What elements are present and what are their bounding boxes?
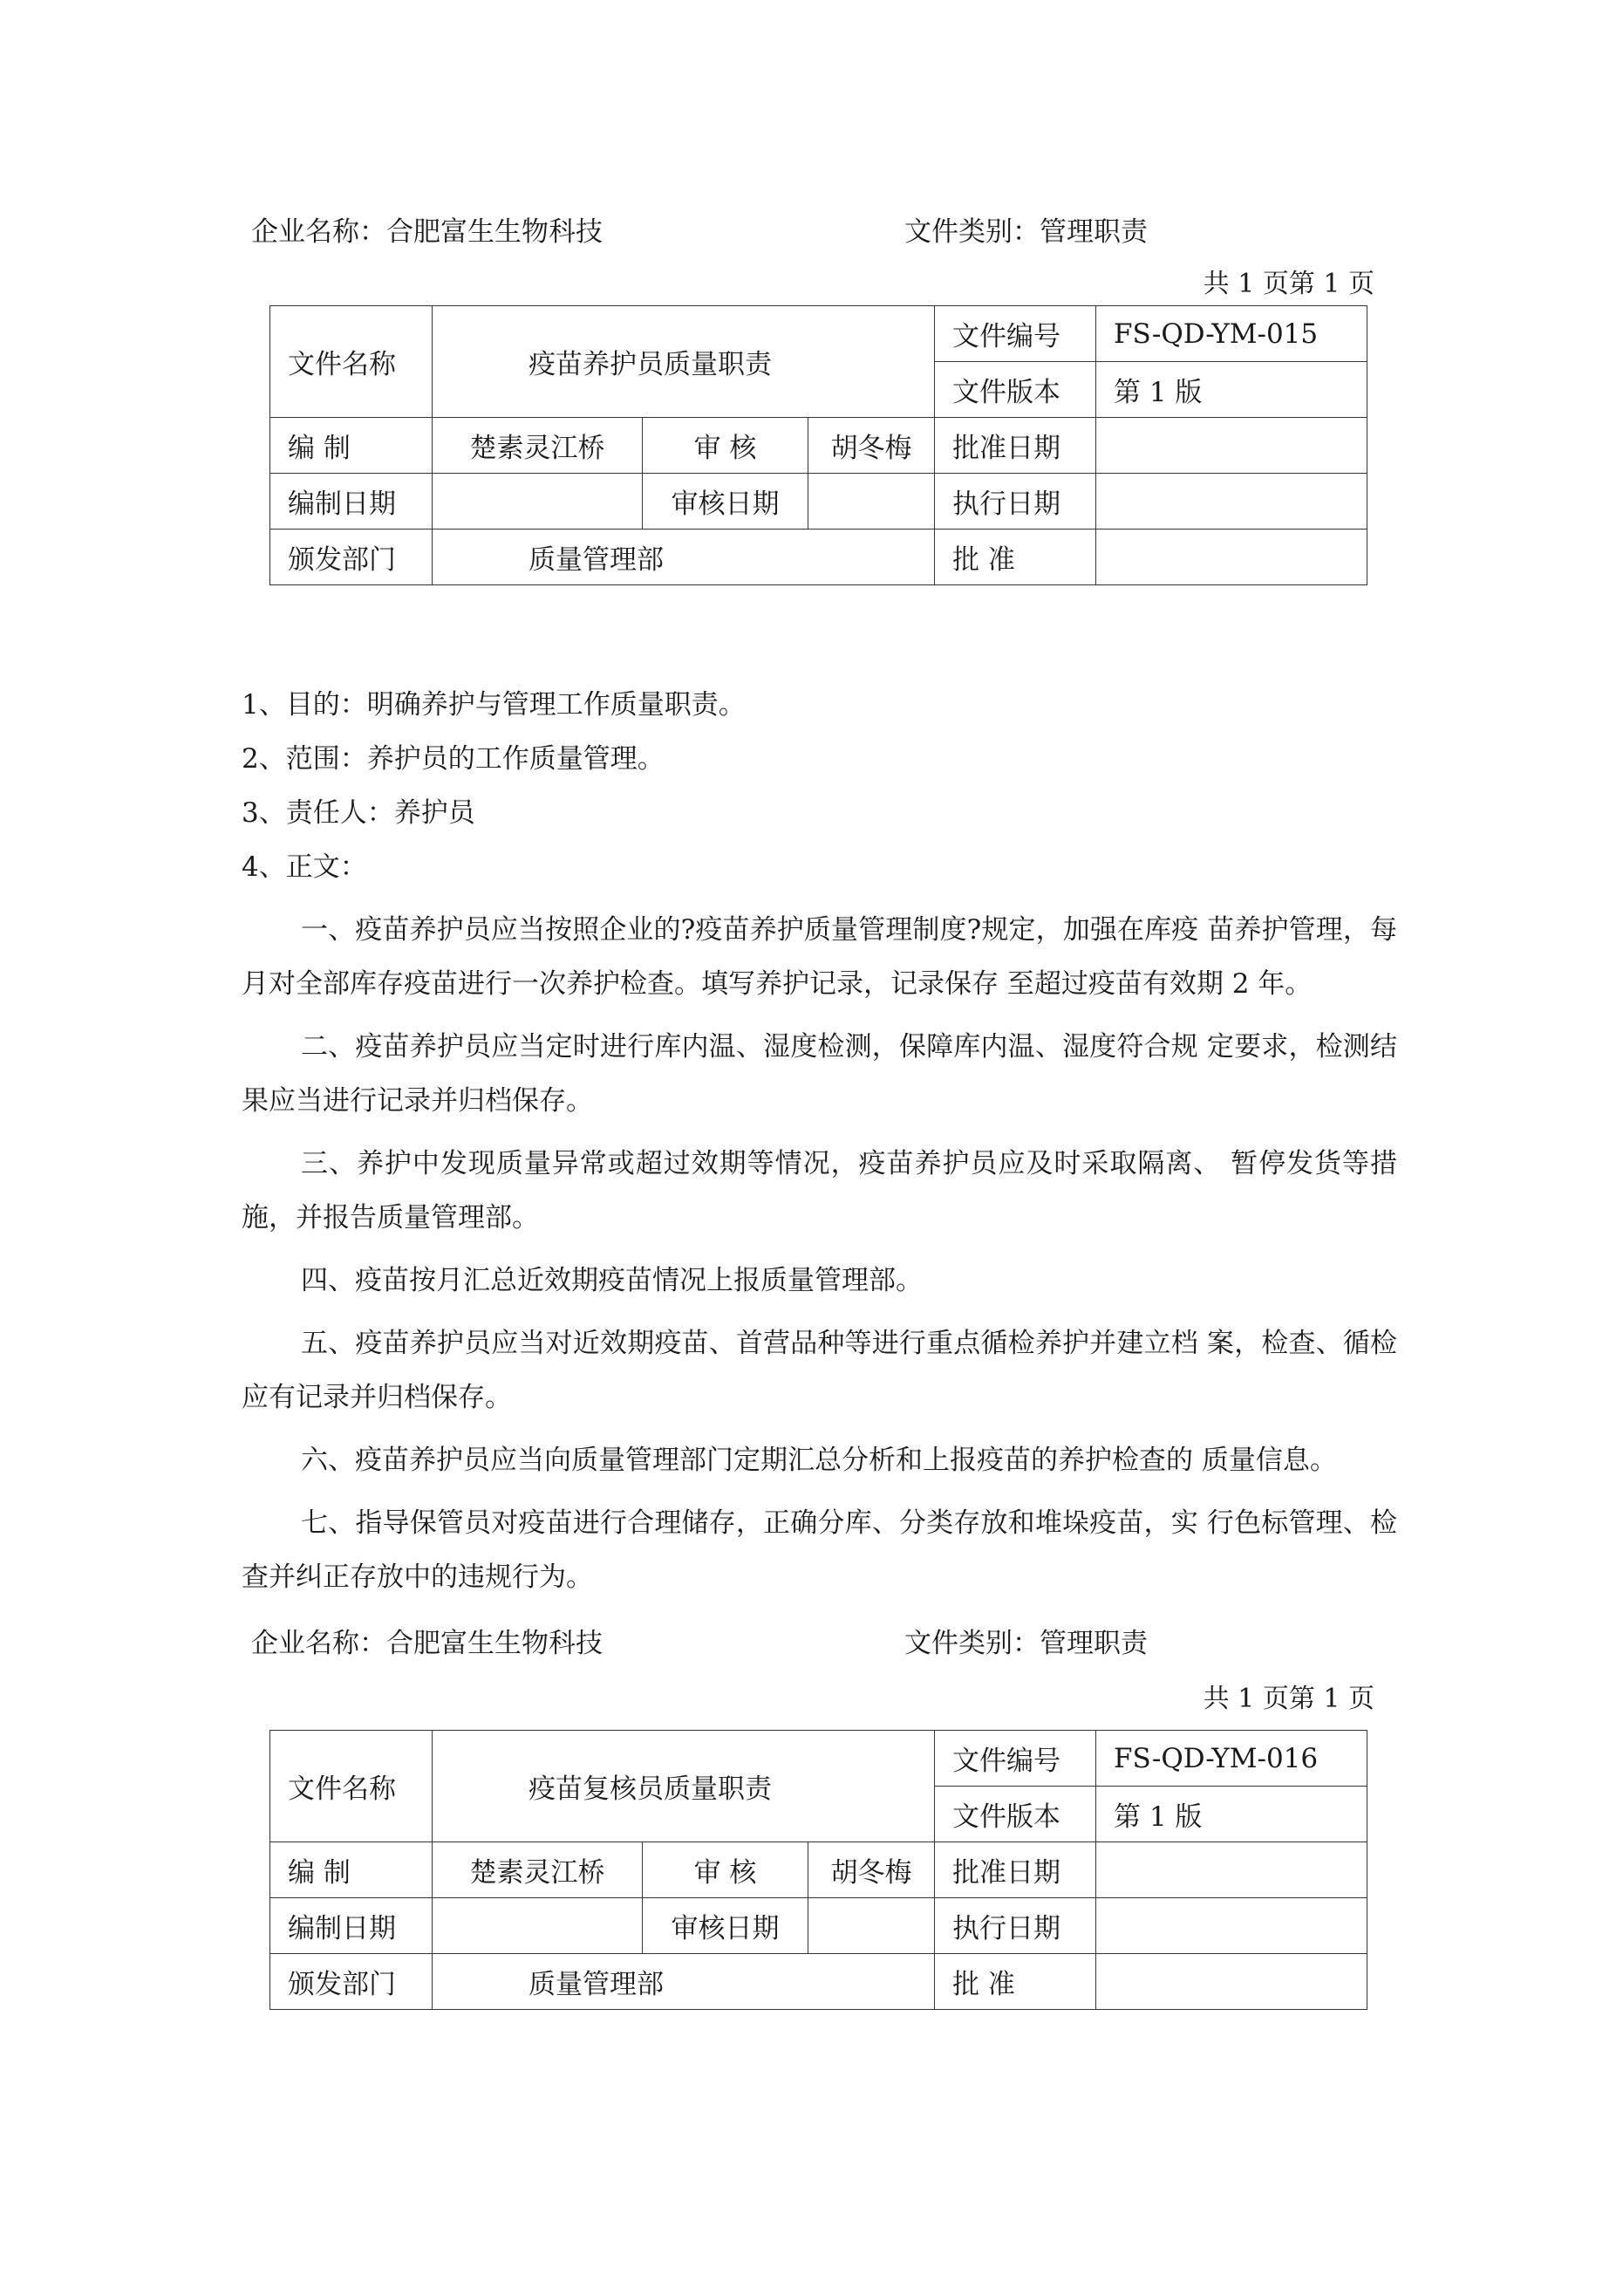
file-number-value: FS-QD-YM-015 (1096, 306, 1367, 362)
approval-date-label: 批准日期 (935, 418, 1096, 474)
approval-label: 批 准 (935, 530, 1096, 585)
approval-date-label: 批准日期 (935, 1842, 1096, 1898)
author-value: 楚素灵江桥 (433, 418, 643, 474)
body-paragraph: 二、疫苗养护员应当定时进行库内温、湿度检测，保障库内温、湿度符合规 定要求，检测结果应当进行记录并归档保存。 (242, 1031, 1397, 1117)
file-number-label: 文件编号 (935, 1731, 1096, 1787)
issuing-dept-label: 颁发部门 (270, 1954, 433, 2010)
execution-date-label: 执行日期 (935, 1898, 1096, 1954)
body-heading-item: 4、正文： (242, 851, 367, 883)
author-value: 楚素灵江桥 (433, 1842, 643, 1898)
document-body (242, 678, 1397, 1604)
document-category: 文件类别：管理职责 (904, 1628, 1148, 1659)
file-version-value: 第 1 版 (1096, 362, 1367, 418)
review-date-value (808, 1898, 935, 1954)
execution-date-value (1096, 1898, 1367, 1954)
author-date-value (433, 474, 643, 530)
reviewer-label: 审 核 (643, 1842, 808, 1898)
responsible-item: 3、责任人：养护员 (242, 797, 475, 829)
company-name: 企业名称：合肥富生生物科技 (251, 216, 603, 248)
file-name-label: 文件名称 (270, 1731, 433, 1842)
file-version-value: 第 1 版 (1096, 1787, 1367, 1842)
approval-date-value (1096, 1842, 1367, 1898)
body-paragraph: 一、疫苗养护员应当按照企业的?疫苗养护质量管理制度?规定，加强在库疫 苗养护管理，每月对全部库存疫苗进行一次养护检查。填写养护记录，记录保存 至超过疫苗有效期 2 年。 (242, 914, 1397, 1000)
scope-item: 2、范围：养护员的工作质量管理。 (242, 743, 665, 775)
reviewer-value: 胡冬梅 (808, 418, 935, 474)
body-paragraph: 三、养护中发现质量异常或超过效期等情况，疫苗养护员应及时采取隔离、 暂停发货等措施，并报告质量管理部。 (242, 1148, 1397, 1233)
page-count: 共 1 页第 1 页 (1203, 269, 1374, 299)
approval-value (1096, 1954, 1367, 2010)
review-date-label: 审核日期 (643, 1898, 808, 1954)
author-label: 编 制 (270, 418, 433, 474)
file-name-label: 文件名称 (270, 306, 433, 418)
file-version-label: 文件版本 (935, 1787, 1096, 1842)
reviewer-value: 胡冬梅 (808, 1842, 935, 1898)
approval-value (1096, 530, 1367, 585)
approval-label: 批 准 (935, 1954, 1096, 2010)
file-number-value: FS-QD-YM-016 (1096, 1731, 1367, 1787)
file-name-value: 疫苗养护员质量职责 (433, 306, 935, 418)
page-count: 共 1 页第 1 页 (1203, 1684, 1374, 1714)
author-label: 编 制 (270, 1842, 433, 1898)
review-date-value (808, 474, 935, 530)
document-info-table (269, 305, 1367, 585)
reviewer-label: 审 核 (643, 418, 808, 474)
author-date-label: 编制日期 (270, 474, 433, 530)
review-date-label: 审核日期 (643, 474, 808, 530)
file-number-label: 文件编号 (935, 306, 1096, 362)
document-category: 文件类别：管理职责 (904, 216, 1148, 248)
body-paragraph: 五、疫苗养护员应当对近效期疫苗、首营品种等进行重点循检养护并建立档 案，检查、循检应有记录并归档保存。 (242, 1328, 1397, 1413)
execution-date-value (1096, 474, 1367, 530)
file-version-label: 文件版本 (935, 362, 1096, 418)
purpose-item: 1、目的：明确养护与管理工作质量职责。 (242, 689, 746, 721)
company-name: 企业名称：合肥富生生物科技 (251, 1628, 603, 1659)
issuing-dept-value: 质量管理部 (433, 1954, 935, 2010)
issuing-dept-value: 质量管理部 (433, 530, 935, 585)
document-info-table (269, 1730, 1367, 2010)
execution-date-label: 执行日期 (935, 474, 1096, 530)
author-date-label: 编制日期 (270, 1898, 433, 1954)
body-paragraph: 四、疫苗按月汇总近效期疫苗情况上报质量管理部。 (301, 1265, 923, 1296)
file-name-value: 疫苗复核员质量职责 (433, 1731, 935, 1842)
body-paragraph: 七、指导保管员对疫苗进行合理储存，正确分库、分类存放和堆垛疫苗，实 行色标管理、检查并纠正存放中的违规行为。 (242, 1507, 1397, 1593)
author-date-value (433, 1898, 643, 1954)
issuing-dept-label: 颁发部门 (270, 530, 433, 585)
body-paragraph: 六、疫苗养护员应当向质量管理部门定期汇总分析和上报疫苗的养护检查的 质量信息。 (301, 1445, 1337, 1476)
approval-date-value (1096, 418, 1367, 474)
